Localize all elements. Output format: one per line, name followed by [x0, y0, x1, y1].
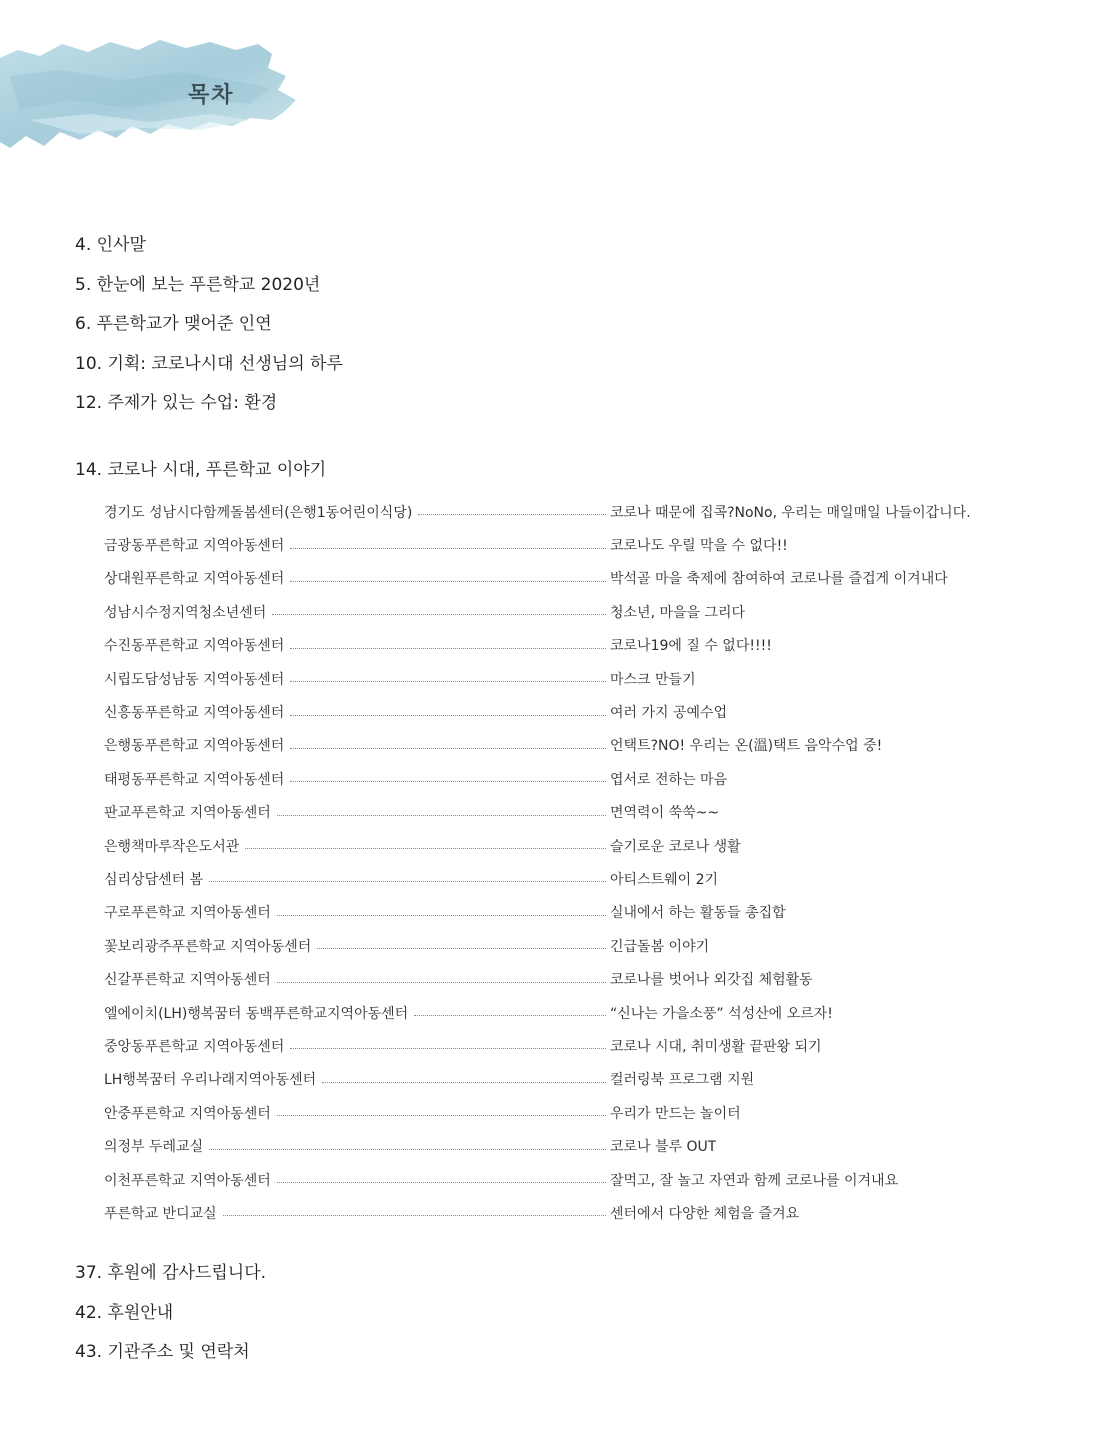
toc-entry[interactable]: 6. 푸른학교가 맺어준 인연	[75, 314, 272, 334]
section-item[interactable]	[104, 1096, 984, 1129]
section-item[interactable]	[104, 1029, 984, 1062]
section-item[interactable]	[104, 729, 984, 762]
center-name: 구로푸른학교 지역아동센터	[104, 905, 271, 922]
center-name: 은행동푸른학교 지역아동센터	[104, 738, 285, 755]
center-name: 엘에이치(LH)행복꿈터 동백푸른학교지역아동센터	[104, 1005, 409, 1022]
dotted-leader	[209, 881, 606, 882]
story-title: 여러 가지 공예수업	[610, 705, 728, 722]
section-heading[interactable]: 14. 코로나 시대, 푸른학교 이야기	[75, 460, 327, 480]
story-title: 우리가 만드는 놀이터	[610, 1105, 741, 1122]
story-title: 코로나도 우릴 막을 수 없다!!	[610, 538, 788, 555]
dotted-leader	[290, 548, 606, 549]
section-item[interactable]	[104, 796, 984, 829]
toc-entry[interactable]: 4. 인사말	[75, 235, 146, 255]
center-name: 중앙동푸른학교 지역아동센터	[104, 1038, 285, 1055]
dotted-leader	[277, 915, 606, 916]
center-name: LH행복꿈터 우리나래지역아동센터	[104, 1072, 317, 1089]
dotted-leader	[290, 715, 606, 716]
center-name: 이천푸른학교 지역아동센터	[104, 1172, 271, 1189]
center-name: 경기도 성남시다함께돌봄센터(은행1동어린이식당)	[104, 504, 413, 521]
section-item[interactable]	[104, 662, 984, 695]
story-title: “신나는 가을소풍” 석성산에 오르자!	[610, 1005, 833, 1022]
dotted-leader	[290, 581, 606, 582]
center-name: 푸른학교 반디교실	[104, 1205, 217, 1222]
story-title: 코로나 때문에 집콕?NoNo, 우리는 매일매일 나들이갑니다.	[610, 504, 971, 521]
dotted-leader	[290, 781, 606, 782]
dotted-leader	[277, 982, 606, 983]
story-title: 코로나19에 질 수 없다!!!!	[610, 638, 772, 655]
center-name: 신흥동푸른학교 지역아동센터	[104, 705, 285, 722]
dotted-leader	[322, 1082, 606, 1083]
story-title: 코로나 블루 OUT	[610, 1139, 717, 1156]
dotted-leader	[245, 848, 606, 849]
section-item-list	[104, 495, 984, 1230]
toc-entry[interactable]: 12. 주제가 있는 수업: 환경	[75, 393, 278, 413]
story-title: 센터에서 다양한 체험을 즐겨요	[610, 1205, 800, 1222]
story-title: 엽서로 전하는 마음	[610, 771, 728, 788]
story-title: 잘먹고, 잘 놀고 자연과 함께 코로나를 이겨내요	[610, 1172, 899, 1189]
story-title: 긴급돌봄 이야기	[610, 938, 710, 955]
dotted-leader	[277, 1182, 606, 1183]
story-title: 박석골 마을 축제에 참여하여 코로나를 즐겁게 이겨내다	[610, 571, 948, 588]
section-item[interactable]	[104, 495, 984, 528]
story-title: 코로나를 벗어나 외갓집 체험활동	[610, 972, 813, 989]
toc-entry[interactable]: 5. 한눈에 보는 푸른학교 2020년	[75, 274, 321, 295]
section-item[interactable]	[104, 1129, 984, 1162]
story-title: 아티스트웨이 2기	[610, 871, 719, 888]
section-item[interactable]	[104, 629, 984, 662]
story-title: 청소년, 마을을 그리다	[610, 604, 746, 621]
center-name: 상대원푸른학교 지역아동센터	[104, 571, 285, 588]
toc-entry[interactable]: 37. 후원에 감사드립니다.	[75, 1263, 267, 1283]
story-title: 면역력이 쑥쑥~~	[610, 805, 720, 822]
toc-bottom-list	[75, 1258, 266, 1377]
center-name: 신갈푸른학교 지역아동센터	[104, 972, 271, 989]
dotted-leader	[290, 648, 606, 649]
dotted-leader	[277, 815, 606, 816]
section-item[interactable]	[104, 829, 984, 862]
section-item[interactable]	[104, 695, 984, 728]
center-name: 시립도담성남동 지역아동센터	[104, 671, 285, 688]
toc-entry[interactable]: 10. 기획: 코로나시대 선생님의 하루	[75, 353, 343, 374]
dotted-leader	[290, 681, 606, 682]
story-title: 컬러링북 프로그램 지원	[610, 1072, 755, 1089]
center-name: 의정부 두레교실	[104, 1139, 204, 1156]
section-item[interactable]	[104, 896, 984, 929]
story-title: 언택트?NO! 우리는 온(溫)택트 음악수업 중!	[610, 738, 883, 755]
center-name: 태평동푸른학교 지역아동센터	[104, 771, 285, 788]
dotted-leader	[223, 1215, 606, 1216]
dotted-leader	[277, 1115, 606, 1116]
section-item[interactable]	[104, 996, 984, 1029]
toc-top-list	[75, 230, 343, 428]
center-name: 금광동푸른학교 지역아동센터	[104, 538, 285, 555]
toc-entry[interactable]: 43. 기관주소 및 연락처	[75, 1342, 250, 1362]
dotted-leader	[317, 948, 606, 949]
section-item[interactable]	[104, 962, 984, 995]
story-title: 실내에서 하는 활동들 총집합	[610, 905, 786, 922]
title-banner	[0, 36, 305, 156]
section-item[interactable]	[104, 562, 984, 595]
dotted-leader	[290, 748, 606, 749]
section-item[interactable]	[104, 595, 984, 628]
center-name: 성남시수정지역청소년센터	[104, 604, 267, 621]
page-title: 목차	[188, 83, 235, 108]
center-name: 안중푸른학교 지역아동센터	[104, 1105, 271, 1122]
dotted-leader	[209, 1149, 606, 1150]
center-name: 심리상담센터 봄	[104, 871, 204, 888]
story-title: 슬기로운 코로나 생활	[610, 838, 741, 855]
section-item[interactable]	[104, 1063, 984, 1096]
dotted-leader	[290, 1048, 606, 1049]
story-title: 코로나 시대, 취미생활 끝판왕 되기	[610, 1038, 822, 1055]
section-item[interactable]	[104, 1196, 984, 1229]
section-item[interactable]	[104, 528, 984, 561]
center-name: 꽃보리광주푸른학교 지역아동센터	[104, 938, 312, 955]
section-item[interactable]	[104, 1163, 984, 1196]
center-name: 판교푸른학교 지역아동센터	[104, 805, 271, 822]
section-item[interactable]	[104, 862, 984, 895]
watercolor-banner-shape	[0, 36, 305, 156]
section-item[interactable]	[104, 929, 984, 962]
dotted-leader	[414, 1015, 606, 1016]
center-name: 은행책마루작은도서관	[104, 838, 240, 855]
dotted-leader	[272, 614, 606, 615]
story-title: 마스크 만들기	[610, 671, 696, 688]
toc-entry[interactable]: 42. 후원안내	[75, 1302, 174, 1323]
dotted-leader	[418, 514, 606, 515]
section-item[interactable]	[104, 762, 984, 795]
center-name: 수진동푸른학교 지역아동센터	[104, 638, 285, 655]
